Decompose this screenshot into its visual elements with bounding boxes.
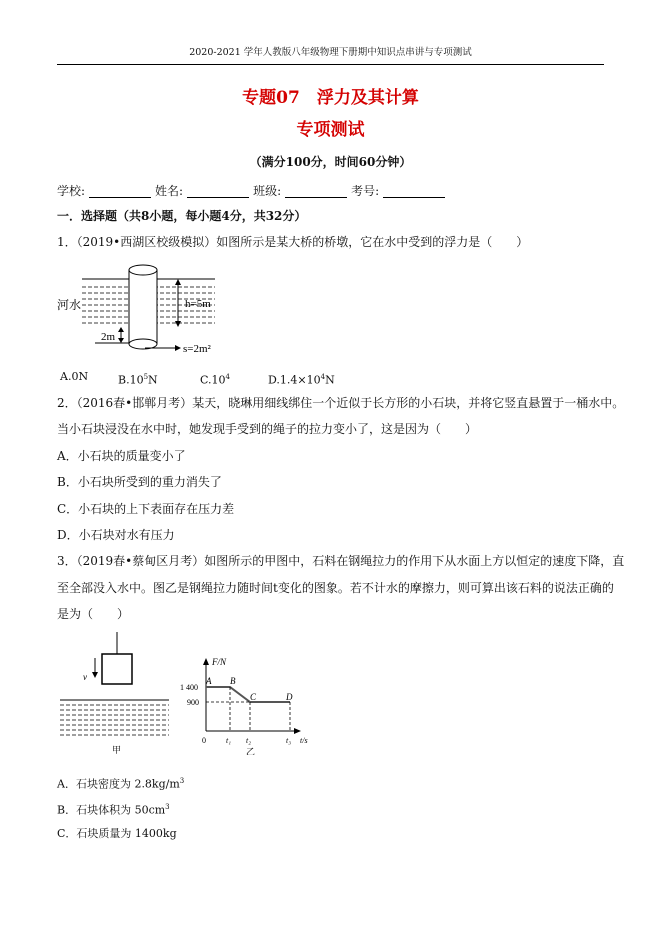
water-label: 河水 — [57, 298, 82, 312]
name-label: 姓名: — [155, 184, 184, 198]
y-tick-900: 900 — [187, 698, 199, 707]
q2-stem-line1: 2．（2016春•邯郸月考）某天，晓琳用细线绑住一个近似于长方形的小石块，并将它竖直悬置于一桶水中。 — [57, 396, 625, 410]
height-label: h=5m — [185, 298, 211, 310]
figure-a-caption: 甲 — [112, 745, 122, 755]
bridge-pier-figure — [55, 262, 255, 352]
school-field[interactable] — [89, 185, 151, 198]
q2-option-c[interactable]: C．小石块的上下表面存在压力差 — [57, 502, 235, 516]
name-field[interactable] — [187, 185, 249, 198]
header-rule — [57, 64, 604, 65]
q1-b-text: B.10 — [118, 373, 144, 387]
y-tick-1400: 1 400 — [180, 683, 198, 692]
q3-option-b[interactable] — [57, 800, 170, 818]
t3-label: t₃ — [286, 736, 292, 745]
t1-label: t₁ — [226, 736, 232, 745]
school-label: 学校: — [57, 184, 86, 198]
doc-title: 专题07 浮力及其计算 — [242, 88, 419, 108]
point-d: D — [286, 692, 293, 702]
stone-lowering-figure — [55, 632, 175, 757]
q2-option-d[interactable]: D．小石块对水有压力 — [57, 528, 175, 542]
q3-a-exp: 3 — [179, 777, 185, 785]
q2-option-b[interactable]: B．小石块所受到的重力消失了 — [57, 475, 222, 489]
q1-b-unit: N — [148, 373, 158, 387]
q1-c-text: C.10 — [200, 373, 226, 387]
q3-option-c[interactable]: C．石块质量为 1400kg — [57, 827, 177, 840]
q3-option-a[interactable] — [57, 774, 184, 792]
point-b: B — [230, 676, 236, 686]
area-label: s=2m² — [183, 343, 211, 352]
origin-label: 0 — [202, 736, 206, 745]
number-field[interactable] — [383, 185, 445, 198]
depth-label: 2m — [101, 331, 116, 343]
q2-stem-line2: 当小石块浸没在水中时，她发现手受到的绳子的拉力变小了，这是因为（ ） — [57, 422, 478, 436]
q3-stem-line3: 是为（ ） — [57, 607, 130, 621]
q1-d-unit: N — [325, 373, 335, 387]
q3-b-text: B．石块体积为 50cm — [57, 803, 166, 817]
q1-stem: 1．（2019•西湖区校级模拟）如图所示是某大桥的桥墩，它在水中受到的浮力是（ ） — [57, 235, 529, 249]
q3-stem-line2: 至全部没入水中。图乙是钢绳拉力随时间t变化的图象。若不计水的摩擦力，则可算出该石料的说法正确的 — [57, 581, 614, 595]
class-field[interactable] — [285, 185, 347, 198]
score-info: （满分100分，时间60分钟） — [249, 155, 412, 169]
class-label: 班级: — [253, 184, 282, 198]
q1-d-text: D.1.4×10 — [268, 373, 321, 387]
x-axis-label: t/s — [300, 736, 308, 745]
number-label: 考号: — [351, 184, 380, 198]
q3-b-exp: 3 — [165, 803, 170, 811]
t2-label: t₂ — [246, 736, 252, 745]
point-c: C — [250, 692, 257, 702]
student-info-form — [57, 184, 449, 198]
point-a: A — [206, 676, 212, 686]
y-axis-label: F/N — [212, 657, 227, 667]
q3-stem-line1: 3．（2019春•蔡甸区月考）如图所示的甲图中，石料在钢绳拉力的作用下从水面上方以恒定的速度下降，直 — [57, 554, 625, 568]
doc-subtitle: 专项测试 — [296, 120, 365, 140]
force-time-graph — [180, 655, 320, 755]
q1-option-b[interactable] — [118, 370, 158, 388]
q3-a-text: A．石块密度为 2.8kg/m — [57, 777, 180, 791]
section-heading: 一．选择题（共8小题，每小题4分，共32分） — [57, 209, 307, 223]
q1-option-d[interactable] — [268, 370, 335, 388]
figure-b-caption: 乙 — [246, 747, 256, 755]
running-header: 2020-2021 学年人教版八年级物理下册期中知识点串讲与专项测试 — [189, 47, 472, 58]
q1-b-exp: 5 — [143, 373, 149, 381]
velocity-label: v — [83, 672, 87, 682]
q2-option-a[interactable]: A．小石块的质量变小了 — [57, 449, 186, 463]
q1-option-a[interactable]: A.0N — [60, 370, 89, 383]
q1-c-exp: 4 — [225, 373, 230, 381]
q1-option-c[interactable] — [200, 370, 230, 388]
q1-d-exp: 4 — [320, 373, 326, 381]
